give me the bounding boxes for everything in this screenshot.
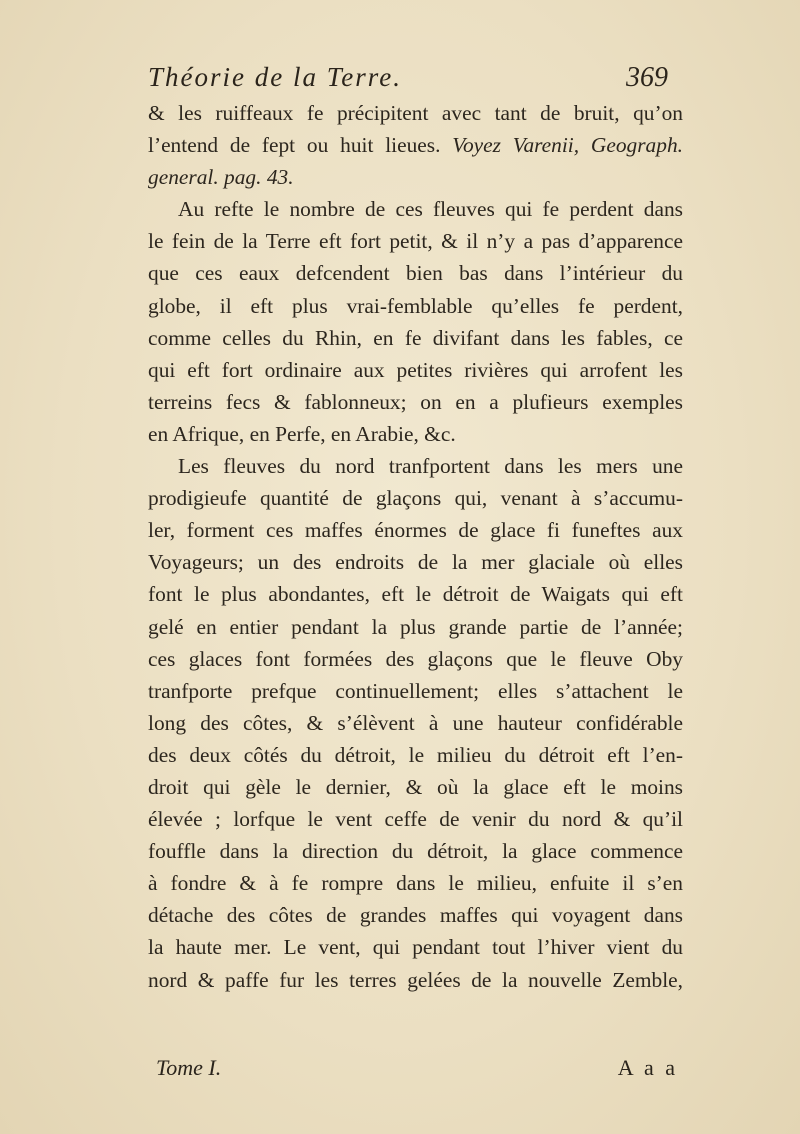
page-footer xyxy=(148,1055,678,1087)
text-run: tranfporte prefque continuellement; elles s’attachent le xyxy=(148,678,683,703)
text-line xyxy=(148,931,683,963)
text-line xyxy=(148,225,683,257)
text-run: font le plus abondantes, eft le détroit de Waigats qui eft xyxy=(148,582,683,607)
text-line xyxy=(148,643,683,675)
text-line xyxy=(148,964,683,996)
text-run: que ces eaux defcendent bien bas dans l’intérieur du xyxy=(148,261,683,286)
text-run: détache des côtes de grandes maffes qui voyagent dans xyxy=(148,903,683,928)
text-line xyxy=(148,386,683,418)
running-head xyxy=(148,62,668,102)
text-run: & les ruiffeaux fe précipitent avec tant de bruit, qu’on xyxy=(148,101,683,125)
text-run: qui eft fort ordinaire aux petites rivières qui arrofent les xyxy=(148,357,683,382)
text-run: Voyageurs; un des endroits de la mer glaciale où elles xyxy=(148,550,683,575)
text-run: élevée ; lorfque le vent ceffe de venir du nord & qu’il xyxy=(148,807,683,832)
text-line xyxy=(148,707,683,739)
text-run: gelé en entier pendant la plus grande partie de l’année; xyxy=(148,614,683,639)
text-run: à fondre & à fe rompre dans le milieu, enfuite il s’en xyxy=(148,871,683,896)
text-line xyxy=(148,482,683,514)
text-line xyxy=(148,257,683,289)
volume-label: Tome I. xyxy=(156,1055,222,1080)
text-run: droit qui gèle le dernier, & où la glace eft le moins xyxy=(148,774,683,799)
text-run: l’entend de fept ou huit lieues. xyxy=(148,133,453,158)
text-line xyxy=(148,546,683,578)
text-run: la haute mer. Le vent, qui pendant tout l’hiver vient du xyxy=(148,935,683,960)
text-run: Les fleuves du nord tranfportent dans les mers une xyxy=(178,454,683,479)
text-line xyxy=(148,675,683,707)
page-number: 369 xyxy=(626,62,668,93)
text-line xyxy=(148,771,683,803)
body-text xyxy=(148,97,683,996)
text-run: ces glaces font formées des glaçons que le fleuve Oby xyxy=(148,646,683,671)
text-line xyxy=(148,193,683,225)
text-line xyxy=(148,899,683,931)
text-line xyxy=(148,322,683,354)
text-run: globe, il eft plus vrai-femblable qu’elles fe perdent, xyxy=(148,293,683,318)
italic-text: Voyez Varenii, Geograph. xyxy=(452,133,683,158)
text-line xyxy=(148,803,683,835)
text-run: en Afrique, en Perfe, en Arabie, &c. xyxy=(148,421,456,446)
text-run: prodigieufe quantité de glaçons qui, venant à s’accumu- xyxy=(148,486,683,511)
text-line xyxy=(148,290,683,322)
text-run: terreins fecs & fablonneux; on en a plufieurs exemples xyxy=(148,389,683,414)
text-line xyxy=(148,97,683,129)
text-line xyxy=(148,611,683,643)
text-line xyxy=(148,161,683,193)
text-run: Au refte le nombre de ces fleuves qui fe perdent dans xyxy=(178,197,683,222)
text-line xyxy=(148,739,683,771)
text-run: fouffle dans la direction du détroit, la glace commence xyxy=(148,839,683,864)
text-line xyxy=(148,514,683,546)
running-title: Théorie de la Terre. xyxy=(148,62,402,92)
text-line xyxy=(148,578,683,610)
text-run: des deux côtés du détroit, le milieu du détroit eft l’en- xyxy=(148,742,683,767)
text-run: nord & paffe fur les terres gelées de la nouvelle Zemble, xyxy=(148,967,683,992)
text-line xyxy=(148,867,683,899)
text-line xyxy=(148,354,683,386)
text-run: long des côtes, & s’élèvent à une hauteur confidérable xyxy=(148,710,683,735)
text-line xyxy=(148,835,683,867)
italic-text: general. pag. 43. xyxy=(148,165,294,190)
text-run: ler, forment ces maffes énormes de glace fi funeftes aux xyxy=(148,518,683,543)
signature-mark: A a a xyxy=(617,1055,678,1080)
text-run: comme celles du Rhin, en fe divifant dans les fables, ce xyxy=(148,325,683,350)
text-run: le fein de la Terre eft fort petit, & il n’y a pas d’apparence xyxy=(148,229,683,254)
text-line xyxy=(148,129,683,161)
text-line xyxy=(148,450,683,482)
text-line xyxy=(148,418,683,450)
